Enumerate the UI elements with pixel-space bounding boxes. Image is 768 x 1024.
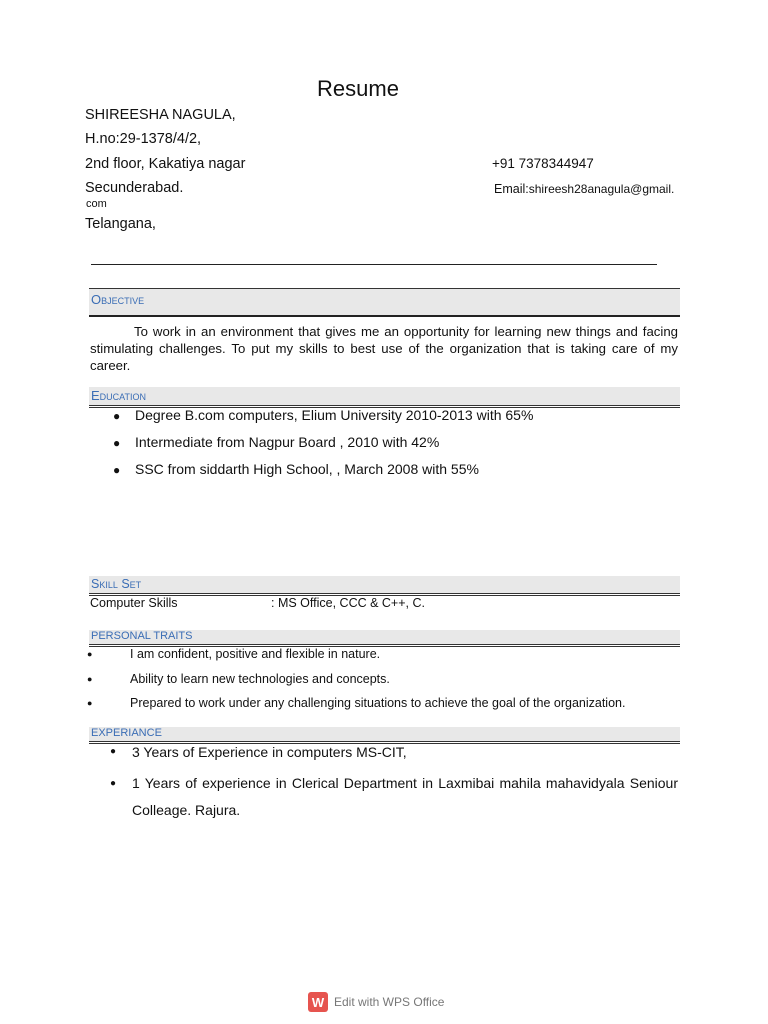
skills-value: : MS Office, CCC & C++, C. — [271, 596, 425, 610]
address-state: Telangana, — [85, 216, 156, 232]
experience-heading-bar — [89, 727, 680, 741]
objective-text — [90, 323, 678, 374]
email-label: Email: — [494, 182, 529, 196]
traits-rule-1 — [89, 644, 680, 645]
list-item — [110, 744, 678, 770]
wps-edit-link[interactable] — [308, 992, 444, 1012]
applicant-name: SHIREESHA NAGULA, — [85, 107, 236, 123]
email-value: shireesh28anagula@gmail. — [528, 182, 675, 196]
experience-item: 1 Years of experience in Clerical Department in Laxmibai mahila mahavidyala Seniour Colleage. Rajura. — [132, 775, 678, 818]
trait-item: Prepared to work under any challenging situations to achieve the goal of the organization. — [130, 696, 626, 710]
education-heading: Education — [91, 388, 147, 403]
traits-heading: PERSONAL TRAITS — [91, 630, 193, 642]
address-line-1: H.no:29-1378/4/2, — [85, 131, 202, 147]
skills-rule-1 — [89, 593, 680, 594]
bullet-icon: ● — [87, 673, 93, 684]
list-item — [113, 434, 533, 461]
experience-list — [110, 744, 678, 824]
bullet-icon: ● — [110, 746, 117, 757]
list-item — [87, 696, 625, 721]
address-city: Secunderabad. — [85, 180, 184, 196]
objective-heading-bar — [89, 288, 680, 317]
page-title: Resume — [317, 76, 399, 101]
bullet-icon: ● — [113, 436, 121, 450]
experience-item: 3 Years of Experience in computers MS-CIT, — [132, 744, 407, 760]
traits-list — [87, 647, 625, 721]
education-heading-bar — [89, 387, 680, 405]
experience-heading: EXPERIANCE — [91, 727, 162, 739]
skills-heading: Skill Set — [91, 577, 142, 591]
list-item — [87, 672, 625, 697]
email-line — [494, 182, 674, 196]
education-item: Intermediate from Nagpur Board , 2010 with 42% — [135, 434, 440, 450]
wps-edit-label: Edit with WPS Office — [334, 995, 445, 1009]
objective-heading: Objective — [91, 292, 145, 307]
education-rule-1 — [89, 405, 680, 406]
education-item: SSC from siddarth High School, , March 2008 with 55% — [135, 461, 479, 477]
skills-heading-bar — [89, 576, 680, 593]
list-item — [113, 461, 533, 488]
header-divider — [91, 264, 657, 265]
objective-paragraph: To work in an environment that gives me an opportunity for learning new things and facing stimulating challenges. To put my skills to best use of the organization that is taking care of my career. — [90, 324, 678, 373]
list-item — [87, 647, 625, 672]
address-line-2: 2nd floor, Kakatiya nagar — [85, 156, 246, 172]
trait-item: I am confident, positive and flexible in nature. — [130, 647, 381, 661]
bullet-icon: ● — [113, 463, 121, 477]
traits-heading-bar — [89, 630, 680, 644]
list-item — [113, 407, 533, 434]
trait-item: Ability to learn new technologies and concepts. — [130, 671, 390, 686]
bullet-icon: ● — [87, 649, 93, 659]
email-tail: com — [86, 198, 107, 210]
experience-rule-1 — [89, 741, 680, 742]
list-item — [110, 770, 678, 824]
skills-label: Computer Skills — [90, 596, 178, 610]
bullet-icon: ● — [113, 409, 121, 423]
education-list — [113, 407, 533, 488]
bullet-icon: ● — [110, 778, 117, 789]
education-item: Degree B.com computers, Elium University 2010-2013 with 65% — [135, 407, 534, 423]
bullet-icon: ● — [87, 698, 93, 708]
phone-number: +91 7378344947 — [492, 156, 594, 171]
wps-logo-icon: W — [308, 992, 328, 1012]
